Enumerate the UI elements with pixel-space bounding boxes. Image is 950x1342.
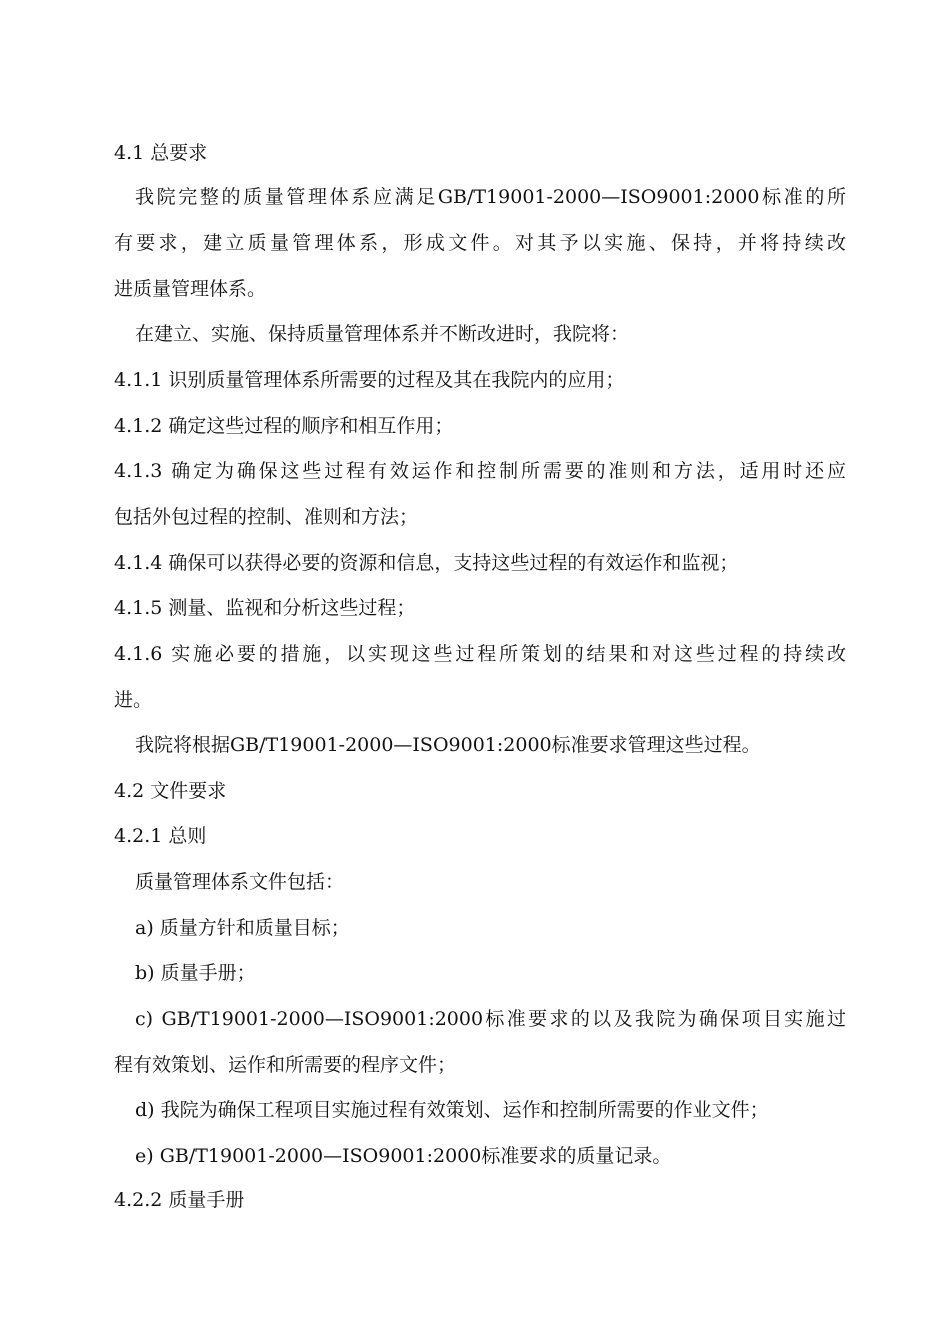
list-item-continuation: 包括外包过程的控制、准则和方法； — [114, 506, 419, 528]
heading-4-2-2: 4.2.2 质量手册 — [114, 1189, 245, 1211]
paragraph-line: 我院完整的质量管理体系应满足GB/T19001-2000—ISO9001:2000标准的所 — [135, 186, 846, 208]
paragraph-line: 在建立、实施、保持质量管理体系并不断改进时，我院将： — [135, 323, 630, 345]
heading-4-2: 4.2 文件要求 — [114, 780, 227, 802]
list-item-b: b) 质量手册； — [135, 962, 256, 984]
list-item-4-1-1: 4.1.1 识别质量管理体系所需要的过程及其在我院内的应用； — [114, 369, 625, 391]
list-item-4-1-3: 4.1.3 确定为确保这些过程有效运作和控制所需要的准则和方法，适用时还应 — [114, 460, 846, 482]
list-item-d: d) 我院为确保工程项目实施过程有效策划、运作和控制所需要的作业文件； — [135, 1099, 769, 1121]
list-item-continuation: 进。 — [114, 689, 153, 711]
paragraph-line: 有要求，建立质量管理体系，形成文件。对其予以实施、保持，并将持续改 — [114, 232, 846, 254]
list-item-4-1-5: 4.1.5 测量、监视和分析这些过程； — [114, 597, 416, 619]
paragraph-line: 我院将根据GB/T19001-2000—ISO9001:2000标准要求管理这些过程。 — [135, 734, 761, 756]
list-item-4-1-4: 4.1.4 确保可以获得必要的资源和信息，支持这些过程的有效运作和监视； — [114, 552, 739, 574]
list-item-continuation: 程有效策划、运作和所需要的程序文件； — [114, 1054, 457, 1076]
list-item-e: e) GB/T19001-2000—ISO9001:2000标准要求的质量记录。 — [135, 1145, 672, 1167]
list-item-4-1-6: 4.1.6 实施必要的措施，以实现这些过程所策划的结果和对这些过程的持续改 — [114, 643, 846, 665]
heading-4-1: 4.1 总要求 — [114, 142, 208, 164]
list-item-c: c) GB/T19001-2000—ISO9001:2000标准要求的以及我院为确保项目实施过 — [135, 1008, 846, 1030]
heading-4-2-1: 4.2.1 总则 — [114, 825, 207, 847]
list-item-4-1-2: 4.1.2 确定这些过程的顺序和相互作用； — [114, 415, 454, 437]
paragraph-line: 质量管理体系文件包括： — [135, 871, 345, 893]
paragraph-line: 进质量管理体系。 — [114, 278, 267, 300]
list-item-a: a) 质量方针和质量目标； — [135, 917, 350, 939]
